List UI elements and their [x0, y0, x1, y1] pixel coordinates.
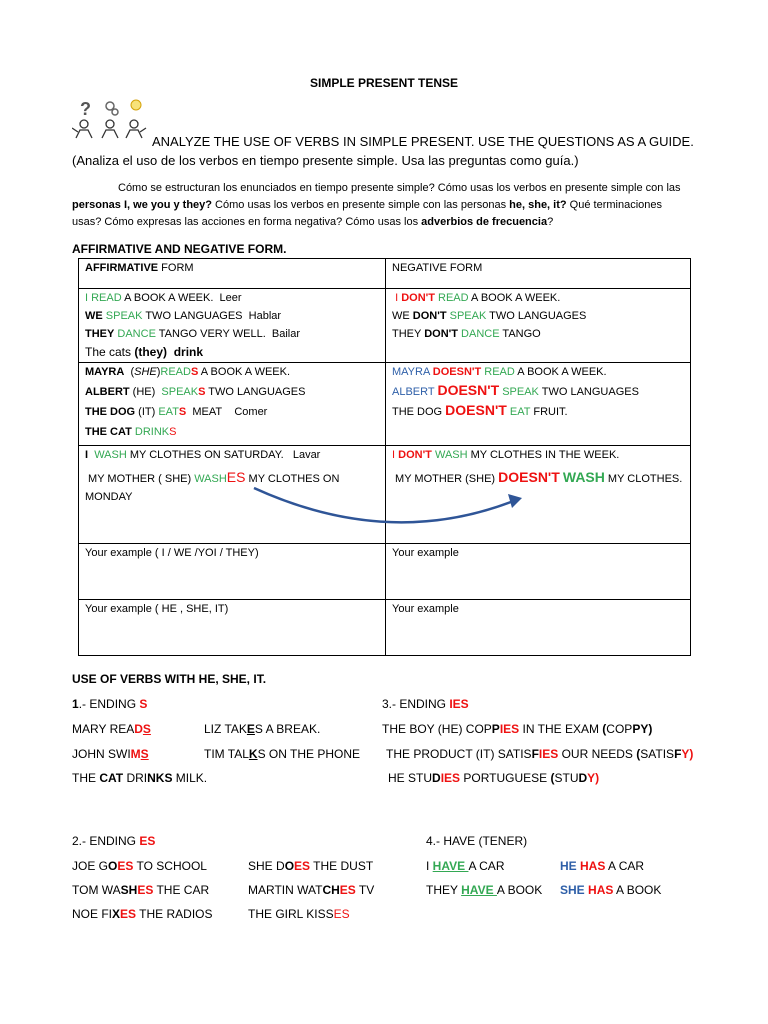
affirmative-plural-examples: I READ A BOOK A WEEK. Leer WE SPEAK TWO LANGUAGES Hablar THEY DANCE TANGO VERY WELL. Bailar The cats (they) drink: [79, 289, 386, 363]
list-item: SHE DOES THE DUST: [248, 859, 374, 873]
negative-header: NEGATIVE FORM: [386, 259, 691, 289]
list-item: THE BOY (HE) COPPIES IN THE EXAM (COPPY): [382, 722, 653, 736]
list-item: THE CAT DRINKS MILK.: [72, 771, 208, 785]
guide-questions: Cómo se estructuran los enunciados en tiempo presente simple? Cómo usas los verbos en presente simple con las personas I, we you y they? Cómo usas los verbos en presente simple con las personas he, she, it? Qué terminaciones usas? Cómo expresas las acciones en forma negativa? Cómo usas los adverbios de frecuencia?: [72, 182, 681, 228]
list-item: I HAVE A CAR: [426, 859, 505, 873]
negative-es-examples: I DON'T WASH MY CLOTHES IN THE WEEK. MY MOTHER (SHE) DOESN'T WASH MY CLOTHES.: [386, 446, 691, 544]
list-item: THEY HAVE A BOOK: [426, 883, 543, 897]
list-item: MARTIN WATCHES TV: [248, 883, 375, 897]
example-field-singular[interactable]: Your example ( HE , SHE, IT): [79, 600, 386, 656]
instructions-text: ANALYZE THE USE OF VERBS IN SIMPLE PRESENT. USE THE QUESTIONS AS A GUIDE. (Analiza el uso de los verbos en tiempo presente simple. Usa las preguntas como guía.): [72, 134, 694, 168]
example-field-plural[interactable]: Your example ( I / WE /YOI / THEY): [79, 544, 386, 600]
affirmative-es-examples: I WASH MY CLOTHES ON SATURDAY. Lavar MY MOTHER ( SHE) WASHES MY CLOTHES ON MONDAY: [79, 446, 386, 544]
list-item: LIZ TAKES A BREAK.: [204, 722, 321, 736]
list-item: JOHN SWIMS: [72, 747, 149, 761]
affirmative-header: AFFIRMATIVE FORM: [79, 259, 386, 289]
verb-form-table: [78, 258, 691, 656]
list-item: NOE FIXES THE RADIOS: [72, 907, 213, 921]
have-title: 4.- HAVE (TENER): [426, 834, 528, 848]
ending-s-title: 1.- ENDING S: [72, 697, 148, 711]
ending-ies-title: 3.- ENDING IES: [382, 697, 469, 711]
page-title: SIMPLE PRESENT TENSE: [309, 76, 459, 90]
list-item: MARY READS: [72, 722, 151, 736]
list-item: SHE HAS A BOOK: [560, 883, 662, 897]
svg-text:?: ?: [80, 99, 91, 119]
list-item: TOM WASHES THE CAR: [72, 883, 210, 897]
negative-plural-examples: I DON'T READ A BOOK A WEEK. WE DON'T SPEAK TWO LANGUAGES THEY DON'T DANCE TANGO: [386, 289, 691, 363]
affirmative-singular-examples: MAYRA (SHE)READS A BOOK A WEEK. ALBERT (HE) SPEAKS TWO LANGUAGES THE DOG (IT) EATS MEAT Comer THE CAT DRINKS: [79, 363, 386, 446]
list-item: TIM TALKS ON THE PHONE: [204, 747, 361, 761]
list-item: THE PRODUCT (IT) SATISFIES OUR NEEDS (SATISFY): [386, 747, 694, 761]
list-item: THE GIRL KISSES: [248, 907, 350, 921]
list-item: HE HAS A CAR: [560, 859, 645, 873]
list-item: HE STUDIES PORTUGUESE (STUDY): [388, 771, 600, 785]
negative-singular-examples: MAYRA DOESN'T READ A BOOK A WEEK. ALBERT DOESN'T SPEAK TWO LANGUAGES THE DOG DOESN'T EAT FRUIT.: [386, 363, 691, 446]
example-field-singular-negative[interactable]: Your example: [386, 600, 691, 656]
section-use-of-verbs: USE OF VERBS WITH HE, SHE, IT.: [72, 672, 267, 686]
list-item: JOE GOES TO SCHOOL: [72, 859, 207, 873]
ending-es-title: 2.- ENDING ES: [72, 834, 156, 848]
arrow-icon: [240, 478, 540, 528]
section-affirmative-negative: AFFIRMATIVE AND NEGATIVE FORM.: [72, 242, 287, 256]
example-field-plural-negative[interactable]: Your example: [386, 544, 691, 600]
